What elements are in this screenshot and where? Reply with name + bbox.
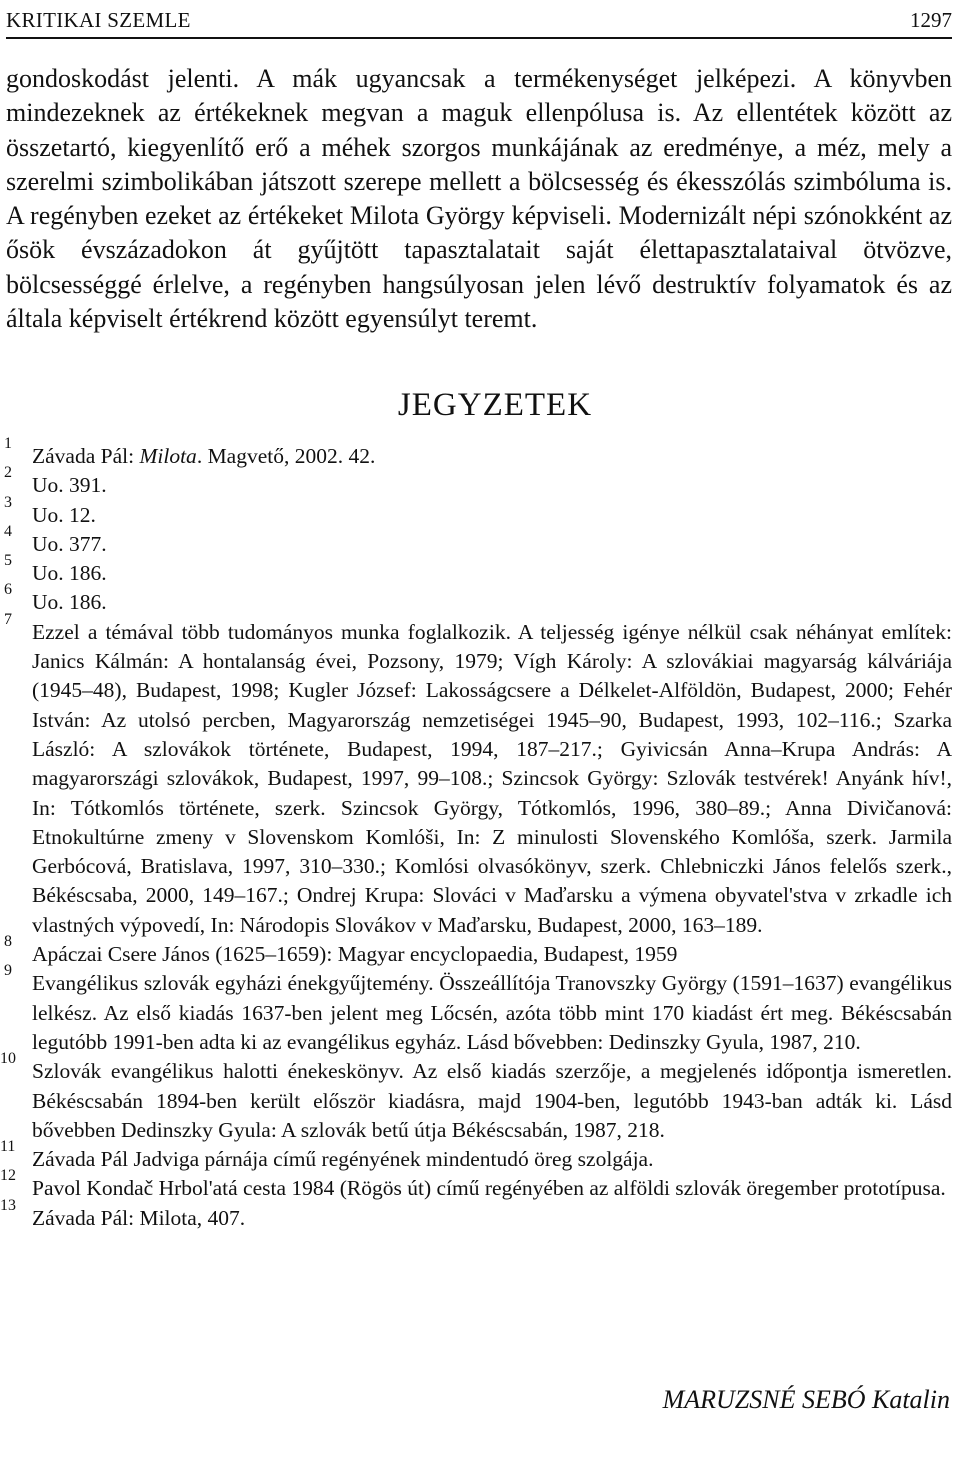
- endnote: [0, 1196, 960, 1233]
- endnote-text-part: Závada Pál Jadviga párnája című regényének mindentudó öreg szolgája.: [32, 1147, 654, 1172]
- body-paragraph: gondoskodást jelenti. A mák ugyancsak a termékenységet jelképezi. A könyvben mindezeknek az értékeknek megvan a maguk ellenpólusa is. Az ellentétek között az összetartó, kiegyenlítő erő a méhek szorgos munkájának az eredménye, a méz, mely a szerelmi szimbolikában játszott szerepe mellett a bölcsesség és ékesszólás szimbóluma is. A regényben ezeket az értékeket Milota György képviseli. Modernizált népi szónokként az ősök évszázadokon át gyűjtött tapasztalatait saját élettapasztalataival ötvözve, bölcsességgé érlelve, a regényben hangsúlyosan jelen lévő destruktív folyamatok és az általa képviselt értékrend között egyensúlyt teremt.: [6, 64, 952, 334]
- endnote-number: 7: [4, 610, 12, 628]
- journal-title: KRITIKAI SZEMLE: [6, 8, 191, 32]
- header-rule: [6, 37, 952, 39]
- endnote-number: 9: [4, 962, 12, 980]
- running-header: [6, 6, 952, 38]
- endnote-number: 5: [4, 552, 12, 570]
- endnote: [0, 493, 960, 530]
- endnote-text: [32, 940, 952, 969]
- endnote-text-part: Závada Pál: Milota, 407.: [32, 1205, 246, 1230]
- endnote-number: 6: [4, 581, 12, 599]
- endnote-text-part: Uo. 12.: [32, 502, 96, 527]
- notes-heading: JEGYZETEK: [397, 387, 593, 423]
- endnote-text: [32, 1204, 952, 1233]
- endnote-text: [32, 1057, 952, 1145]
- endnote: [0, 1138, 960, 1174]
- endnote-text-part: . Magvető, 2002. 42.: [196, 444, 376, 468]
- endnote-text-part: Závada Pál:: [32, 444, 140, 468]
- endnote-number: 4: [4, 522, 12, 540]
- endnote-text-part: Uo. 391.: [32, 473, 107, 498]
- endnote-text-part: Uo. 186.: [32, 561, 107, 586]
- endnote-number: 12: [0, 1167, 16, 1185]
- endnote-text-part: Uo. 377.: [32, 531, 107, 556]
- endnote: [0, 1167, 960, 1203]
- endnote-text-part: Evangélikus szlovák egyházi énekgyűjtemény. Összeállítója Tranovszky György (1591–1637) evangélikus lelkész. Az első kiadás 1637-ben jelent meg Lőcsén, azóta több mint 170 kiadást ért meg. Békéscsabán legutóbb 1991-ben adta ki az evangélikus egyház. Lásd bővebben: Dedinszky Gyula, 1987, 210.: [32, 971, 952, 1054]
- endnotes-list: [0, 435, 960, 1233]
- endnote: [0, 610, 960, 940]
- endnote-text: [32, 471, 952, 500]
- endnote: [0, 933, 960, 969]
- endnote-number: 13: [0, 1196, 16, 1214]
- endnote: [0, 962, 960, 1057]
- endnote-number: 10: [0, 1050, 16, 1068]
- endnote-number: 3: [4, 493, 12, 511]
- endnote-number: 1: [4, 435, 12, 452]
- endnote-text: [32, 559, 952, 588]
- endnote-text: [32, 1145, 952, 1174]
- endnote-number: 8: [4, 933, 12, 951]
- endnote-text-part: Szlovák evangélikus halotti énekeskönyv. Az első kiadás szerzője, a megjelenés időpontja ismeretlen. Békéscsabán 1894-ben került először kiadásra, majd 1904-ben, legutóbb 1943-ban adták ki. Lásd bővebben Dedinszky Gyula: A szlovák betű útja Békéscsabán, 1987, 218.: [32, 1059, 952, 1142]
- endnote-text-part: Ezzel a témával több tudományos munka foglalkozik. A teljesség igénye nélkül csak néhányat említek: Janics Kálmán: A hontalanság évei, Pozsony, 1979; Vígh Károly: A szlovákiai magyarság kálváriája (1945–48), Budapest, 1998; Kugler József: Lakosságcsere a Délkelet-Alföldön, Budapest, 2000; Fehér István: Az utolsó percben, Magyarország nemzetiségei 1945–90, Budapest, 1993, 102–116.; Szarka László: A szlovákok története, Budapest, 1994, 187–217.; Gyivicsán Anna–Krupa András: A magyarországi szlovákok, Budapest, 1997, 99–108.; Szincsok György: Szlovák testvérek! Anyánk hív!, In: Tótkomlós története, szerk. Szincsok György, Tótkomlós, 1996, 380–89.; Anna Divičanová: Etnokultúrne zmeny v Slovenskom Komlóši, In: Z minulosti Slovenského Komlóša, szerk. Jarmila Gerbócová, Bratislava, 1997, 310–330.; Komlósi olvasókönyv, szerk. Chlebniczki János felelős szerk., Békéscsaba, 2000, 149–167.; Ondrej Krupa: Slováci v Maďarsku a výmena obyvatel'stva v zrkadle ich vlastných výpovedí, In: Národopis Slovákov v Maďarsku, Budapest, 2000, 163–189.: [32, 619, 952, 937]
- author-signature: MARUZSNÉ SEBÓ Katalin: [662, 1385, 950, 1414]
- endnote: [0, 1050, 960, 1145]
- endnote-text: [32, 442, 952, 471]
- endnote-text: [32, 501, 952, 530]
- endnote-text: [32, 530, 952, 559]
- endnote: [0, 522, 960, 559]
- endnote: [0, 464, 960, 500]
- endnote-text-part: Apáczai Csere János (1625–1659): Magyar encyclopaedia, Budapest, 1959: [32, 942, 678, 967]
- endnote-text-part: Pavol Kondač Hrbol'atá cesta 1984 (Rögös út) című regényében az alföldi szlovák öregember prototípusa.: [32, 1176, 946, 1201]
- endnote-number: 2: [4, 464, 12, 482]
- endnote-text: [32, 1174, 952, 1203]
- endnote-italic-title: Milota: [139, 444, 197, 468]
- page-number: 1297: [910, 8, 952, 32]
- endnote: [0, 581, 960, 617]
- endnote-text: [32, 618, 952, 940]
- endnote: [0, 552, 960, 588]
- endnote-number: 11: [0, 1138, 16, 1156]
- endnote: [0, 435, 960, 471]
- endnote-text: [32, 588, 952, 617]
- endnote-text: [32, 969, 952, 1057]
- endnote-text-part: Uo. 186.: [32, 590, 107, 615]
